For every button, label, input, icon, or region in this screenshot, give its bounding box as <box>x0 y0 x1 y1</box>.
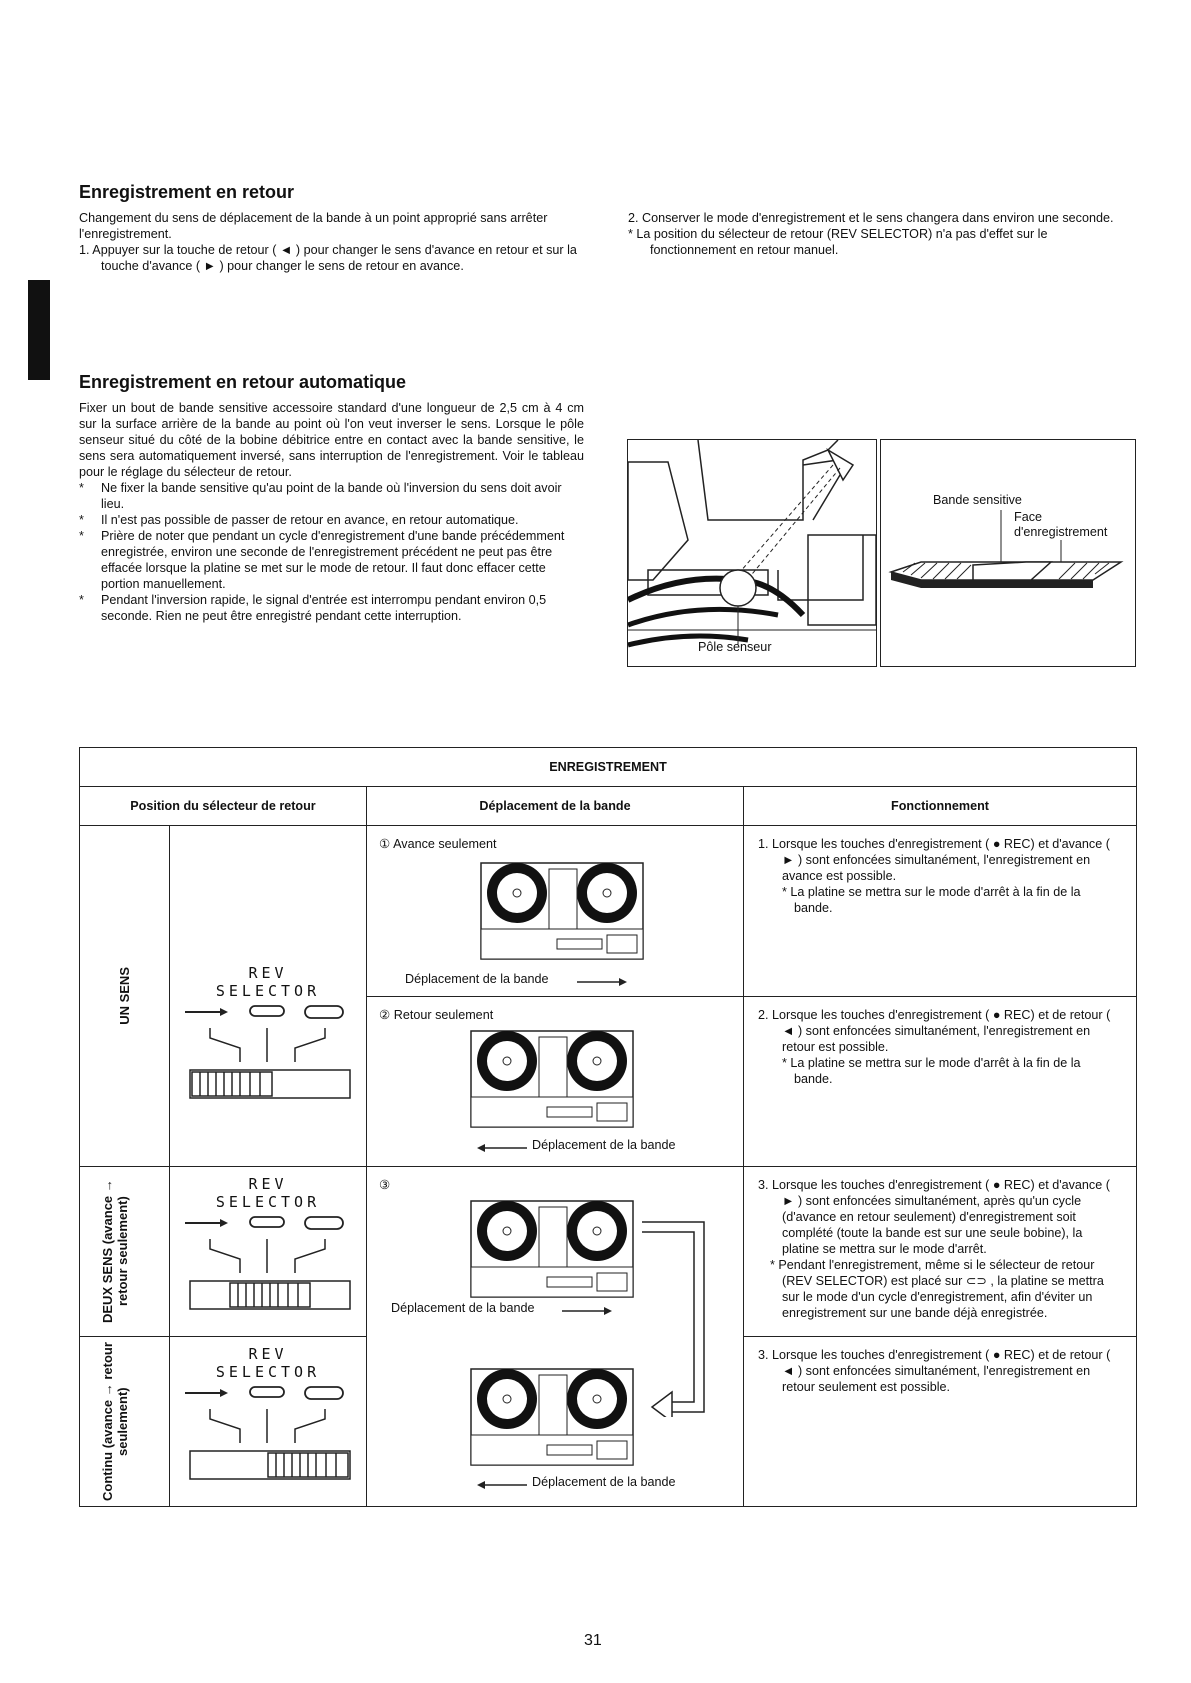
mode1-label: ① Avance seulement <box>379 837 497 851</box>
page-number: 31 <box>584 1632 602 1649</box>
selector-switch-icon <box>170 1381 365 1491</box>
section1-intro: Changement du sens de déplacement de la bande à un point approprié sans arrêter l'enregistrement. <box>79 211 548 241</box>
tape-move-label-3: Déplacement de la bande <box>391 1301 535 1315</box>
section2-intro: Fixer un bout de bande sensitive accessoire standard d'une longueur de 2,5 cm à 4 cm sur la surface arrière de la bande au point où l'on veut inverser le sens. Lorsque le pôle senseur situé du côté de la bobine débitrice entre en contact avec la bande sensitive, le sens sera automatiquement inversé, sans interruption de l'enregistrement. Voir le tableau pour le réglage du sélecteur de retour. <box>79 401 584 479</box>
sensing-tape-figure <box>880 439 1136 667</box>
tape-deck-icon <box>467 1367 637 1467</box>
mode2-label: ② Retour seulement <box>379 1007 494 1022</box>
func1-note: * La platine se mettra sur le mode d'arrêt à la fin de la bande. <box>782 885 1081 915</box>
rev-label: REV <box>248 1175 288 1193</box>
func3-note: * Pendant l'enregistrement, même si le sélecteur de retour (REV SELECTOR) est placé sur ⊂⊃ , la platine se mettra sur le mode d'un cycle d'enregistrement, afin d'éviter un enregistrement sur une bande déjà enregistrée. <box>770 1258 1104 1320</box>
section2-bullets <box>79 480 584 624</box>
row-label-cell <box>80 826 170 1167</box>
row-label-un-sens: UN SENS <box>117 967 132 1025</box>
rev-label: REV <box>248 964 288 982</box>
selector-cell-un-sens <box>170 826 367 1167</box>
mode3-label: ③ <box>379 1178 391 1192</box>
section1-step2: 2. Conserver le mode d'enregistrement et le sens changera dans environ une seconde. <box>628 211 1114 225</box>
sensing-pole-figure <box>627 439 877 667</box>
cycle-arrow-icon <box>642 1217 722 1417</box>
tape-move-label-1: Déplacement de la bande <box>405 972 549 986</box>
arrow-right-icon <box>577 976 627 988</box>
sensing-tape-illustration <box>881 440 1135 666</box>
list-item: * Ne fixer la bande sensitive qu'au point de la bande où l'inversion du sens doit avoir lieu. <box>79 481 562 511</box>
function-cell-4 <box>744 1337 1137 1507</box>
row-label-continu: Continu (avance → retour seulement) <box>99 1342 130 1501</box>
tape-move-label-2: Déplacement de la bande <box>532 1137 676 1152</box>
tape-cell-1 <box>367 826 744 997</box>
tape-deck-icon <box>467 1199 637 1299</box>
col-header-selector: Position du sélecteur de retour <box>80 787 367 826</box>
func3-main: 3. Lorsque les touches d'enregistrement ( ● REC) et d'avance ( ► ) sont enfoncées simultanément, après qu'un cycle (d'avance en retour seulement) d'enregistrement soit complété (toute la bande est sur une seule bobine), la platine se mettra sur le mode d'arrêt. <box>758 1178 1110 1256</box>
sensing-tape-label: Bande sensitive <box>933 493 1022 507</box>
row-label-cell <box>80 1337 170 1507</box>
edge-tab-mark <box>28 280 50 380</box>
function-cell-2 <box>744 996 1137 1167</box>
selector-label: SELECTOR <box>215 982 321 1000</box>
tape-cell-2 <box>367 996 744 1167</box>
selector-switch-icon <box>170 1000 365 1110</box>
arrow-left-icon <box>477 1479 527 1491</box>
func2-note: * La platine se mettra sur le mode d'arrêt à la fin de la bande. <box>782 1055 1081 1086</box>
func1-main: 1. Lorsque les touches d'enregistrement ( ● REC) et d'avance ( ► ) sont enfoncées simultanément, l'enregistrement en avance est possible. <box>758 837 1110 883</box>
func2-main: 2. Lorsque les touches d'enregistrement ( ● REC) et de retour ( ◄ ) sont enfoncées simultanément, l'enregistrement en retour est possible. <box>758 1007 1111 1054</box>
selector-cell-deux-sens <box>170 1167 367 1337</box>
section1-title: Enregistrement en retour <box>79 182 295 202</box>
selector-switch-icon <box>170 1211 365 1321</box>
func4-main: 3. Lorsque les touches d'enregistrement ( ● REC) et de retour ( ◄ ) sont enfoncées simultanément, l'enregistrement en retour seulement est possible. <box>758 1348 1111 1394</box>
table-title: ENREGISTREMENT <box>80 748 1137 787</box>
col-header-tape: Déplacement de la bande <box>367 787 744 826</box>
list-item: * Prière de noter que pendant un cycle d'enregistrement d'une bande précédemment enregistrée, environ une seconde de l'enregistrement précédent ne peut pas être effacée lorsque la platine se met sur le mode de retour. Il faut donc effacer cette portion manuellement. <box>79 529 565 591</box>
arrow-left-icon <box>477 1142 527 1154</box>
recording-face-label-2: d'enregistrement <box>1014 525 1108 539</box>
selector-cell-continu <box>170 1337 367 1507</box>
tape-deck-icon <box>477 861 647 961</box>
selector-label: SELECTOR <box>215 1363 321 1381</box>
list-item: * Pendant l'inversion rapide, le signal d'entrée est interrompu pendant environ 0,5 seconde. Rien ne peut être enregistré pendant cette interruption. <box>79 593 547 623</box>
tape-deck-icon <box>467 1029 637 1129</box>
recording-face-label-1: Face <box>1014 510 1042 524</box>
col-header-function: Fonctionnement <box>744 787 1137 826</box>
tape-move-label-4: Déplacement de la bande <box>532 1475 676 1489</box>
selector-label: SELECTOR <box>215 1193 321 1211</box>
rev-label: REV <box>248 1345 288 1363</box>
list-item: * Il n'est pas possible de passer de retour en avance, en retour automatique. <box>79 513 519 527</box>
tape-cell-3 <box>367 1167 744 1507</box>
sensing-pole-illustration <box>628 440 876 666</box>
section1-step1: 1. Appuyer sur la touche de retour ( ◄ ) pour changer le sens d'avance en retour et sur la touche d'avance ( ► ) pour changer le sens de retour en avance. <box>79 243 577 273</box>
section1-note: * La position du sélecteur de retour (REV SELECTOR) n'a pas d'effet sur le fonctionnement en retour manuel. <box>628 227 1048 257</box>
function-cell-1 <box>744 826 1137 997</box>
row-label-cell <box>80 1167 170 1337</box>
function-cell-3 <box>744 1167 1137 1337</box>
row-label-deux-sens: DEUX SENS (avance → retour seulement) <box>99 1179 130 1324</box>
sensing-pole-label: Pôle senseur <box>698 640 772 654</box>
recording-table <box>79 747 1137 1507</box>
arrow-right-icon <box>562 1305 612 1317</box>
section2-title: Enregistrement en retour automatique <box>79 372 407 392</box>
